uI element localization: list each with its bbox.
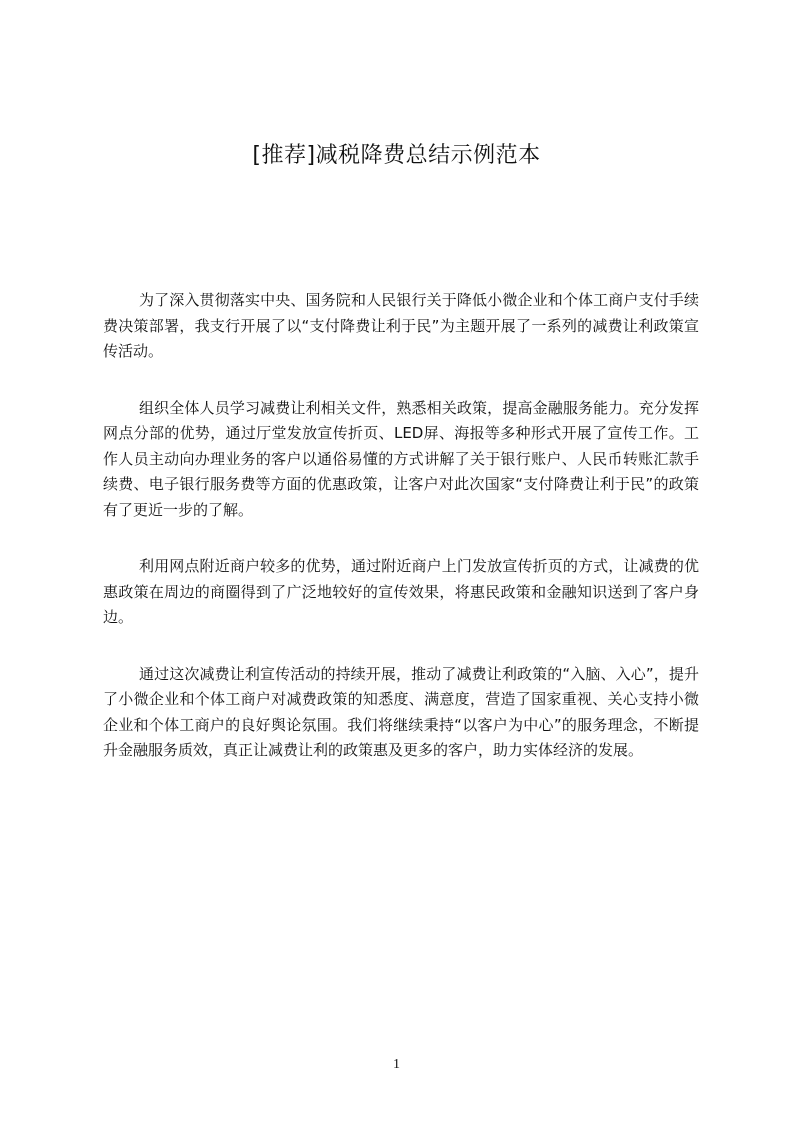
paragraph-3: 利用网点附近商户较多的优势，通过附近商户上门发放宣传折页的方式，让减费的优惠政策在周边的商圈得到了广泛地较好的宣传效果，将惠民政策和金融知识送到了客户身边。 bbox=[103, 557, 699, 626]
document-title: [推荐]减税降费总结示例范本 bbox=[252, 143, 541, 168]
paragraph-1: 为了深入贯彻落实中央、国务院和人民银行关于降低小微企业和个体工商户支付手续费决策部署，我支行开展了以“支付降费让利于民”为主题开展了一系列的减费让利政策宣传活动。 bbox=[103, 291, 699, 360]
page-number: 1 bbox=[393, 1057, 400, 1072]
document-body bbox=[103, 288, 699, 795]
paragraph-4: 通过这次减费让利宣传活动的持续开展，推动了减费让利政策的“入脑、入心”，提升了小微企业和个体工商户对减费政策的知悉度、满意度，营造了国家重视、关心支持小微企业和个体工商户的良好舆论氛围。我们将继续秉持“以客户为中心”的服务理念，不断提升金融服务质效，真正让减费让利的政策惠及更多的客户，助力实体经济的发展。 bbox=[103, 664, 699, 759]
paragraph-2: 组织全体人员学习减费让利相关文件，熟悉相关政策，提高金融服务能力。充分发挥网点分部的优势，通过厅堂发放宣传折页、LED屏、海报等多种形式开展了宣传工作。工作人员主动向办理业务的客户以通俗易懂的方式讲解了关于银行账户、人民币转账汇款手续费、电子银行服务费等方面的优惠政策，让客户对此次国家“支付降费让利于民”的政策有了更近一步的了解。 bbox=[103, 398, 699, 519]
